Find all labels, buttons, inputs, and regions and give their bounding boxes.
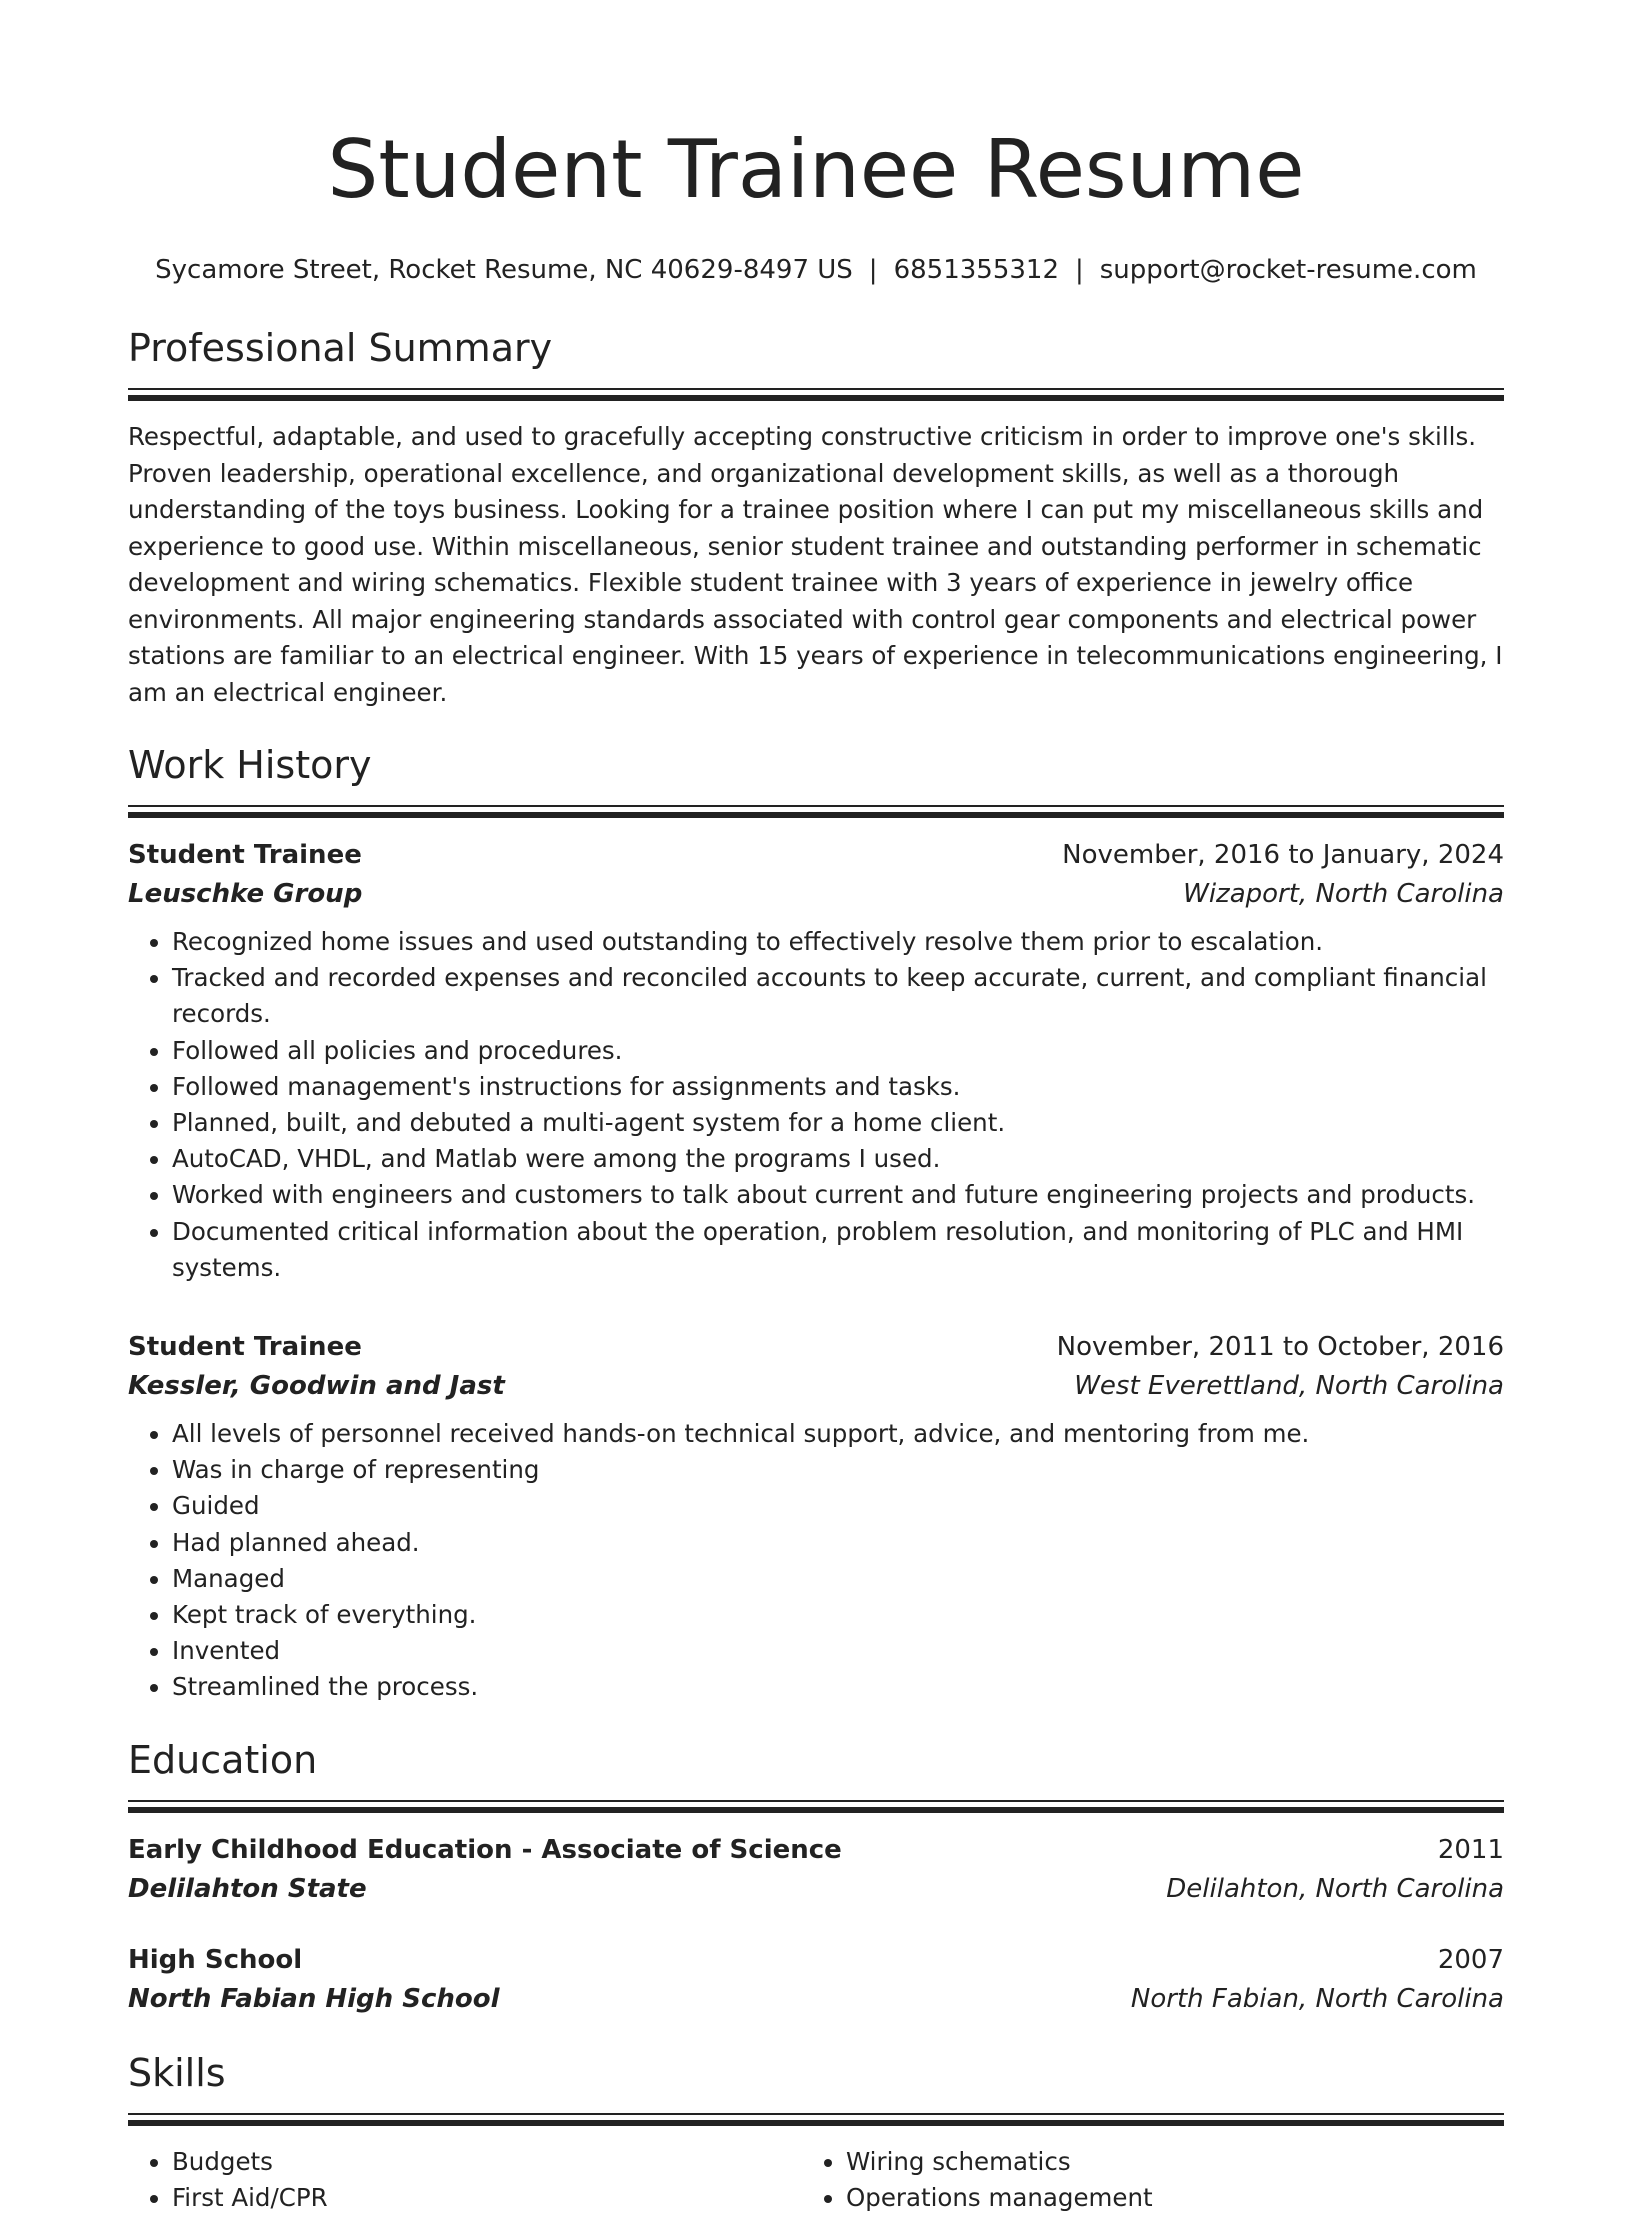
contact-phone: 6851355312 xyxy=(893,255,1059,285)
section-divider xyxy=(128,805,1504,807)
contact-separator: | xyxy=(1074,255,1084,285)
education-year: 2007 xyxy=(1437,1944,1504,1975)
job-location: Wizaport, North Carolina xyxy=(1183,879,1504,909)
education-section xyxy=(128,1734,1504,2019)
education-school: North Fabian High School xyxy=(128,1983,500,2014)
list-item: • Kept track of everything. xyxy=(172,1597,1504,1633)
job-title: Student Trainee xyxy=(128,840,362,870)
skills-section xyxy=(128,2047,1504,2216)
list-item: • Followed all policies and procedures. xyxy=(172,1033,1504,1069)
summary-text: Respectful, adaptable, and used to gracefully accepting constructive criticism in order to improve one's skills. Proven leadership, operational excellence, and organizational development skills, as well as a thorough understanding of the toys business. Looking for a trainee position where I can put my miscellaneous skills and experience to good use. Within miscellaneous, senior student trainee and outstanding performer in schematic development and wiring schematics. Flexible student trainee with 3 years of experience in jewelry office environments. All major engineering standards associated with control gear components and electrical power stations are familiar to an electrical engineer. With 15 years of experience in telecommunications engineering, I am an electrical engineer. xyxy=(128,422,1503,707)
section-divider xyxy=(128,388,1504,390)
list-item: • Guided xyxy=(172,1488,1504,1524)
list-item: • Documented critical information about the operation, problem resolution, and monitoring of PLC and HMI systems. xyxy=(172,1214,1504,1286)
education-school: Delilahton State xyxy=(128,1873,367,1904)
list-item: • Managed xyxy=(172,1561,1504,1597)
list-item: • Invented xyxy=(172,1633,1504,1669)
list-item: • Tracked and recorded expenses and reconciled accounts to keep accurate, current, and compliant financial records. xyxy=(172,960,1504,1032)
job-location: West Everettland, North Carolina xyxy=(1074,1371,1504,1402)
section-divider xyxy=(128,1800,1504,1802)
job-entry xyxy=(128,1328,1504,1706)
list-item: • All levels of personnel received hands-on technical support, advice, and mentoring from me. xyxy=(172,1416,1504,1452)
list-item: • Budgets xyxy=(172,2144,802,2180)
job-company: Leuschke Group xyxy=(128,879,363,909)
education-entry xyxy=(128,1831,1504,1909)
section-title-work: Work History xyxy=(128,743,372,787)
job-bullets xyxy=(128,1416,1504,1706)
job-company: Kessler, Goodwin and Jast xyxy=(128,1371,505,1402)
job-entry xyxy=(128,836,1504,1286)
education-degree: Early Childhood Education - Associate of Science xyxy=(128,1834,842,1865)
skills-list-left xyxy=(128,2144,802,2216)
contact-email: support@rocket-resume.com xyxy=(1099,255,1477,285)
list-item: • AutoCAD, VHDL, and Matlab were among the programs I used. xyxy=(172,1141,1504,1177)
list-item: • Recognized home issues and used outstanding to effectively resolve them prior to escalation. xyxy=(172,924,1504,960)
list-item: • Followed management's instructions for assignments and tasks. xyxy=(172,1069,1504,1105)
contact-address: Sycamore Street, Rocket Resume, NC 40629-8497 US xyxy=(155,255,853,285)
summary-section xyxy=(128,322,1504,711)
resume-title: Student Trainee Resume xyxy=(327,123,1305,216)
section-divider-thick xyxy=(128,395,1504,401)
job-bullets xyxy=(128,924,1504,1286)
section-title-education: Education xyxy=(128,1737,318,1782)
education-year: 2011 xyxy=(1437,1834,1504,1865)
list-item: • First Aid/CPR xyxy=(172,2180,802,2216)
list-item: • Streamlined the process. xyxy=(172,1669,1504,1705)
education-entry xyxy=(128,1941,1504,2019)
work-history-section xyxy=(128,739,1504,1706)
section-title-skills: Skills xyxy=(128,2050,226,2095)
education-location: Delilahton, North Carolina xyxy=(1166,1873,1504,1904)
section-divider-thick xyxy=(128,1807,1504,1813)
skills-list-right xyxy=(802,2144,1476,2216)
job-title: Student Trainee xyxy=(128,1332,362,1363)
list-item: • Had planned ahead. xyxy=(172,1525,1504,1561)
job-dates: November, 2011 to October, 2016 xyxy=(1056,1332,1504,1363)
section-title-summary: Professional Summary xyxy=(128,326,553,370)
education-degree: High School xyxy=(128,1944,303,1975)
job-dates: November, 2016 to January, 2024 xyxy=(1062,840,1504,870)
list-item: • Worked with engineers and customers to talk about current and future engineering projects and products. xyxy=(172,1177,1504,1213)
education-location: North Fabian, North Carolina xyxy=(1130,1983,1504,2014)
section-divider xyxy=(128,2113,1504,2115)
contact-separator: | xyxy=(868,255,878,285)
list-item: • Operations management xyxy=(846,2180,1476,2216)
list-item: • Wiring schematics xyxy=(846,2144,1476,2180)
section-divider-thick xyxy=(128,812,1504,818)
contact-line xyxy=(128,252,1504,288)
list-item: • Planned, built, and debuted a multi-agent system for a home client. xyxy=(172,1105,1504,1141)
list-item: • Was in charge of representing xyxy=(172,1452,1504,1488)
skills-columns xyxy=(128,2144,1504,2216)
section-divider-thick xyxy=(128,2120,1504,2126)
